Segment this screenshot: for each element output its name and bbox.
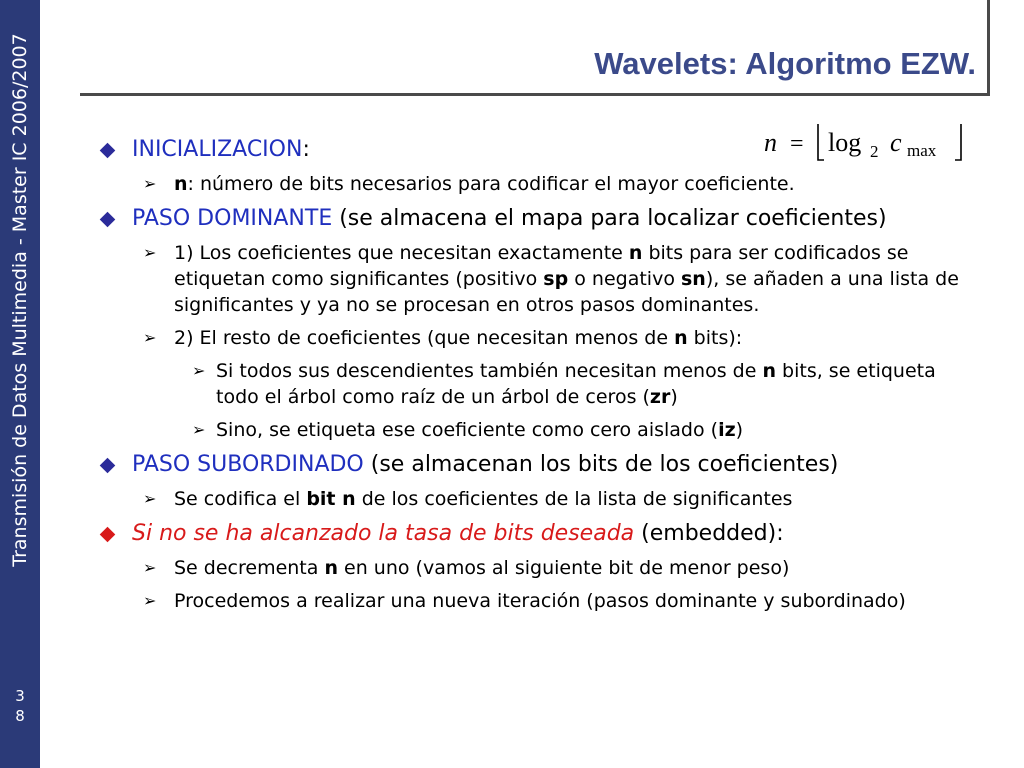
formula-max: max <box>907 141 937 160</box>
sidebar-title: Transmisión de Datos Multimedia - Master IC 2006/2007 <box>9 33 31 567</box>
bullet-colon: : <box>302 137 310 162</box>
bullet-text: bits, se etiqueta todo el árbol como raíz de un árbol de ceros ( <box>216 360 936 408</box>
bold-bit-n: bit n <box>306 488 356 510</box>
page-number-digit: 8 <box>15 707 25 725</box>
bullet-text: Si todos sus descendientes también necesitan menos de <box>216 360 763 382</box>
bullet-inicializacion <box>100 135 980 164</box>
chevron-bullet-icon: ➢ <box>143 489 157 508</box>
bold-zr: zr <box>649 386 671 408</box>
chevron-bullet-icon: ➢ <box>143 328 157 347</box>
bullet-text: 1) Los coeficientes que necesitan exactamente <box>174 242 629 264</box>
title-underline <box>80 93 990 96</box>
chevron-bullet-icon: ➢ <box>192 420 206 439</box>
sub-bullet-dominante-1 <box>100 240 980 318</box>
bullet-heading: PASO SUBORDINADO <box>132 452 364 477</box>
bullet-text: : número de bits necesarios para codificar el mayor coeficiente. <box>187 173 795 195</box>
bullet-text: de los coeficientes de la lista de significantes <box>355 488 793 510</box>
page-number <box>0 686 40 726</box>
chevron-bullet-icon: ➢ <box>143 174 157 193</box>
bold-sp: sp <box>543 268 569 290</box>
bullet-text: Se decrementa <box>174 557 325 579</box>
bold-n: n <box>324 557 338 579</box>
bullet-text: 2) El resto de coeficientes (que necesitan menos de <box>174 327 675 349</box>
bold-iz: iz <box>718 419 736 441</box>
bullet-heading: PASO DOMINANTE <box>132 206 333 231</box>
bullet-text: ), se añaden a una lista de significantes y ya no se procesan en otros pasos dominantes. <box>174 268 959 316</box>
bullet-text: (se almacena el mapa para localizar coeficientes) <box>332 206 887 231</box>
sub-bullet-subordinado-1 <box>100 486 980 512</box>
chevron-bullet-icon: ➢ <box>143 558 157 577</box>
diamond-bullet-icon <box>100 143 116 159</box>
bold-n: n <box>628 242 643 264</box>
bullet-paso-dominante <box>100 204 980 233</box>
bold-n: n <box>674 327 688 349</box>
bullet-text: o negativo <box>568 268 681 290</box>
title-vertical-rule <box>987 0 990 96</box>
diamond-bullet-icon <box>100 458 116 474</box>
formula-c: c <box>890 128 902 157</box>
bullet-text: Sino, se etiqueta ese coeficiente como cero aislado ( <box>216 419 719 441</box>
chevron-bullet-icon: ➢ <box>143 591 157 610</box>
diamond-bullet-icon <box>100 212 116 228</box>
bold-n: n <box>174 173 188 195</box>
bullet-text: (embedded): <box>634 521 784 546</box>
bullet-text: ) <box>670 386 678 408</box>
formula-n: n <box>764 128 777 157</box>
bullet-embedded <box>100 519 980 548</box>
chevron-bullet-icon: ➢ <box>143 243 157 262</box>
slide-title: Wavelets: Algoritmo EZW. <box>594 46 976 81</box>
page-number-digit: 3 <box>15 687 25 705</box>
sub-sub-bullet-isolated-zero <box>100 417 980 443</box>
slide-content <box>100 135 980 621</box>
bullet-heading: INICIALIZACION <box>132 137 303 162</box>
bullet-heading: Si no se ha alcanzado la tasa de bits deseada <box>132 521 635 546</box>
bullet-text: Procedemos a realizar una nueva iteración (pasos dominante y subordinado) <box>174 590 906 612</box>
bullet-text: (se almacenan los bits de los coeficientes) <box>363 452 839 477</box>
chevron-bullet-icon: ➢ <box>192 361 206 380</box>
bullet-text: ) <box>735 419 744 441</box>
diamond-bullet-icon <box>100 527 116 543</box>
sub-bullet-embedded-2 <box>100 588 980 614</box>
bullet-text: Se codifica el <box>174 488 307 510</box>
bold-sn: sn <box>680 268 706 290</box>
formula-base: 2 <box>870 142 879 161</box>
sub-bullet-embedded-1 <box>100 555 980 581</box>
sub-bullet-n-definition <box>100 171 980 197</box>
sidebar <box>0 0 40 768</box>
sub-bullet-dominante-2 <box>100 325 980 351</box>
bullet-text: en uno (vamos al siguiente bit de menor peso) <box>337 557 790 579</box>
bullet-paso-subordinado <box>100 450 980 479</box>
bold-n: n <box>762 360 776 382</box>
formula-log: log <box>828 128 862 157</box>
bullet-text: bits): <box>687 327 743 349</box>
sub-sub-bullet-zerotree <box>100 358 980 410</box>
formula-equals: = <box>790 131 804 157</box>
bullet-text: bits para ser codificados se etiquetan como significantes (positivo <box>174 242 909 290</box>
